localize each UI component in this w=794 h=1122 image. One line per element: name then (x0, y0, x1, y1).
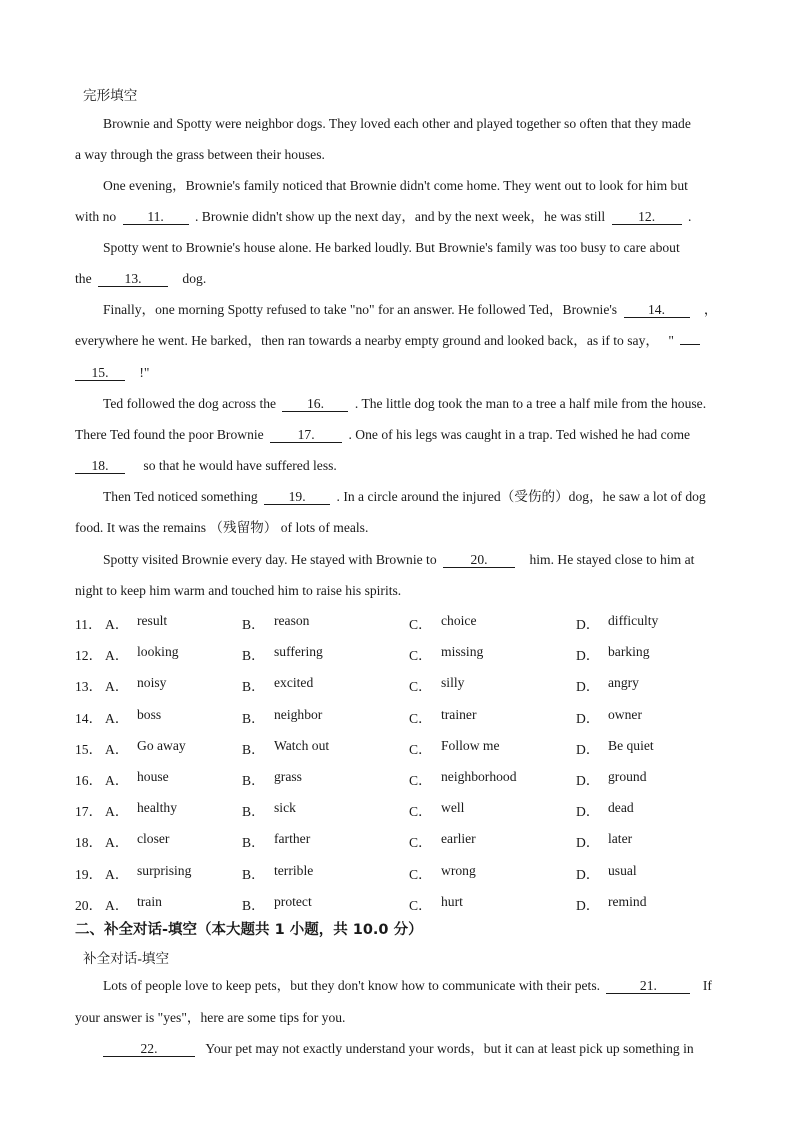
passage-line (103, 395, 706, 413)
option-b[interactable]: suffering (274, 644, 323, 660)
option-c[interactable]: Follow me (441, 737, 500, 753)
section-label-cloze: 完形填空 (83, 88, 138, 103)
option-a[interactable]: healthy (137, 800, 178, 816)
option-letter-a: A． (105, 710, 129, 726)
passage-text: . In a circle around the injured（受伤的）dog，he saw a lot of dog (336, 489, 706, 504)
option-letter-b: B． (242, 804, 265, 820)
passage-text: Then Ted noticed something (103, 489, 258, 504)
option-letter-a: A． (105, 617, 129, 632)
passage-line (75, 426, 690, 444)
option-a[interactable]: closer (137, 831, 170, 847)
question-number: 12． (75, 648, 103, 664)
option-a[interactable]: house (137, 769, 169, 784)
passage-text: If (702, 978, 712, 993)
option-letter-c: C． (409, 897, 432, 913)
passage-line (75, 270, 206, 288)
passage-line (103, 551, 694, 569)
option-letter-a: A． (105, 679, 129, 695)
option-d[interactable]: usual (608, 862, 637, 878)
blank-13[interactable]: 13. (98, 271, 168, 287)
question-row (0, 707, 794, 727)
option-d[interactable]: barking (608, 644, 650, 660)
option-b[interactable]: protect (274, 893, 312, 909)
passage-line: a way through the grass between their houses. (75, 147, 325, 162)
passage-text: !" (139, 365, 150, 380)
option-letter-c: C． (409, 804, 432, 820)
option-letter-c: C． (409, 710, 432, 726)
option-d[interactable]: later (608, 831, 633, 847)
passage-line: food. It was the remains （残留物） of lots of meals. (75, 520, 369, 535)
option-c[interactable]: choice (441, 613, 477, 628)
passage-text: so that he would have suffered less. (143, 458, 337, 473)
passage-text: with no (75, 209, 117, 224)
blank-18[interactable]: 18. (75, 458, 125, 474)
passage-text: . (688, 209, 692, 224)
option-letter-a: A． (105, 835, 129, 851)
section-label-dialogue: 补全对话-填空 (83, 951, 170, 966)
passage-line (103, 1040, 694, 1058)
question-row (0, 831, 794, 851)
passage-line: One evening，Brownie's family noticed that Brownie didn't come home. They went out to look for him but (103, 178, 688, 193)
question-number: 18． (75, 835, 103, 851)
option-b[interactable]: sick (274, 800, 296, 816)
question-row (0, 675, 794, 695)
passage-text: Ted followed the dog across the (103, 396, 277, 411)
option-c[interactable]: earlier (441, 831, 476, 847)
option-c[interactable]: neighborhood (441, 769, 517, 784)
option-letter-d: D． (576, 710, 600, 726)
option-a[interactable]: train (137, 893, 162, 909)
passage-line (75, 208, 691, 226)
passage-line (103, 488, 706, 506)
option-b[interactable]: farther (274, 831, 311, 847)
passage-text: dog. (182, 271, 207, 286)
question-number: 20． (75, 897, 103, 913)
option-letter-b: B． (242, 617, 265, 632)
passage-text: Spotty visited Brownie every day. He stayed with Brownie to (103, 552, 437, 567)
option-letter-d: D． (576, 866, 600, 882)
option-letter-c: C． (409, 648, 432, 664)
question-row (0, 738, 794, 758)
passage-line (75, 364, 149, 382)
blank-19[interactable]: 19. (264, 489, 330, 505)
passage-text: him. He stayed close to him at (529, 552, 695, 567)
option-letter-b: B． (242, 741, 265, 757)
option-a[interactable]: Go away (137, 737, 186, 753)
option-letter-c: C． (409, 679, 432, 695)
passage-text: Finally，one morning Spotty refused to take "no" for an answer. He followed Ted，Brownie's (103, 302, 618, 317)
passage-text: Lots of people love to keep pets，but they don't know how to communicate with their pets. (103, 978, 601, 993)
option-letter-c: C． (409, 773, 432, 788)
passage-text: There Ted found the poor Brownie (75, 427, 264, 442)
question-number: 17． (75, 804, 103, 820)
option-letter-d: D． (576, 679, 600, 695)
passage-text: . Brownie didn't show up the next day，and by the next week，he was still (194, 209, 606, 224)
option-letter-c: C． (409, 741, 432, 757)
option-letter-c: C． (409, 866, 432, 882)
passage-line (103, 301, 718, 319)
option-letter-d: D． (576, 617, 600, 632)
option-a[interactable]: result (137, 613, 168, 628)
option-letter-a: A． (105, 648, 129, 664)
option-b[interactable]: terrible (274, 862, 314, 878)
option-a[interactable]: looking (137, 644, 179, 660)
passage-text: " (668, 333, 674, 348)
option-letter-d: D． (576, 741, 600, 757)
option-d[interactable]: difficulty (608, 613, 659, 628)
passage-line: Brownie and Spotty were neighbor dogs. They loved each other and played together so often that they made (103, 116, 691, 131)
passage-text: everywhere he went. He barked，then ran towards a nearby empty ground and looked back，as if to say， (75, 333, 659, 348)
blank-15-start (680, 344, 700, 345)
option-letter-d: D． (576, 897, 600, 913)
option-letter-b: B． (242, 648, 265, 664)
option-d[interactable]: Be quiet (608, 737, 654, 753)
option-letter-d: D． (576, 648, 600, 664)
question-number: 19． (75, 866, 103, 882)
question-number: 11． (75, 617, 102, 632)
question-row (0, 644, 794, 664)
passage-line: Spotty went to Brownie's house alone. He barked loudly. But Brownie's family was too busy to care about (103, 240, 680, 255)
option-d[interactable]: ground (608, 769, 647, 784)
blank-12[interactable]: 12. (612, 209, 682, 225)
passage-line: your answer is "yes"，here are some tips for you. (75, 1010, 346, 1025)
passage-line (75, 332, 703, 350)
passage-text: . The little dog took the man to a tree a half mile from the house. (354, 396, 707, 411)
option-letter-b: B． (242, 710, 265, 726)
option-letter-b: B． (242, 897, 265, 913)
passage-text: Your pet may not exactly understand your words，but it can at least pick up something in (205, 1041, 694, 1056)
option-c[interactable]: wrong (441, 862, 476, 878)
option-letter-d: D． (576, 773, 600, 788)
question-row (0, 613, 794, 633)
question-row (0, 769, 794, 789)
option-a[interactable]: boss (137, 706, 162, 722)
option-letter-a: A． (105, 897, 129, 913)
blank-15[interactable]: 15. (75, 365, 125, 381)
option-b[interactable]: Watch out (274, 737, 330, 753)
passage-text: ， (703, 302, 718, 317)
question-row (0, 800, 794, 820)
option-letter-a: A． (105, 741, 129, 757)
option-d[interactable]: angry (608, 675, 639, 691)
question-row (0, 894, 794, 914)
blank-21[interactable]: 21. (606, 978, 690, 994)
option-b[interactable]: grass (274, 769, 302, 784)
question-row (0, 863, 794, 883)
option-a[interactable]: surprising (137, 862, 192, 878)
option-c[interactable]: trainer (441, 706, 477, 722)
blank-14[interactable]: 14. (624, 302, 690, 318)
question-number: 15． (75, 741, 103, 757)
section-heading-dialogue: 二、补全对话-填空（本大题共 1 小题，共 10.0 分） (75, 922, 423, 938)
option-letter-d: D． (576, 835, 600, 851)
option-c[interactable]: silly (441, 675, 465, 691)
passage-line (103, 977, 712, 995)
option-letter-b: B． (242, 773, 265, 788)
passage-line (75, 457, 337, 475)
option-d[interactable]: remind (608, 893, 647, 909)
option-letter-a: A． (105, 804, 129, 820)
option-letter-d: D． (576, 804, 600, 820)
option-letter-b: B． (242, 866, 265, 882)
question-number: 13． (75, 679, 103, 695)
option-b[interactable]: excited (274, 675, 314, 691)
blank-11[interactable]: 11. (123, 209, 189, 225)
option-a[interactable]: noisy (137, 675, 167, 691)
option-letter-b: B． (242, 679, 265, 695)
passage-line: night to keep him warm and touched him to raise his spirits. (75, 583, 402, 598)
option-c[interactable]: missing (441, 644, 484, 660)
blank-22[interactable]: 22. (103, 1041, 195, 1057)
option-c[interactable]: well (441, 800, 465, 816)
option-letter-c: C． (409, 617, 432, 632)
option-b[interactable]: neighbor (274, 706, 323, 722)
option-b[interactable]: reason (274, 613, 310, 628)
option-c[interactable]: hurt (441, 893, 463, 909)
option-letter-c: C． (409, 835, 432, 851)
blank-17[interactable]: 17. (270, 427, 342, 443)
passage-text: the (75, 271, 92, 286)
option-letter-a: A． (105, 773, 129, 788)
option-letter-a: A． (105, 866, 129, 882)
question-number: 16． (75, 773, 103, 788)
question-number: 14． (75, 710, 103, 726)
blank-16[interactable]: 16. (282, 396, 348, 412)
option-d[interactable]: dead (608, 800, 634, 816)
blank-20[interactable]: 20. (443, 552, 515, 568)
option-letter-b: B． (242, 835, 265, 851)
passage-text: . One of his legs was caught in a trap. Ted wished he had come (348, 427, 691, 442)
option-d[interactable]: owner (608, 706, 642, 722)
